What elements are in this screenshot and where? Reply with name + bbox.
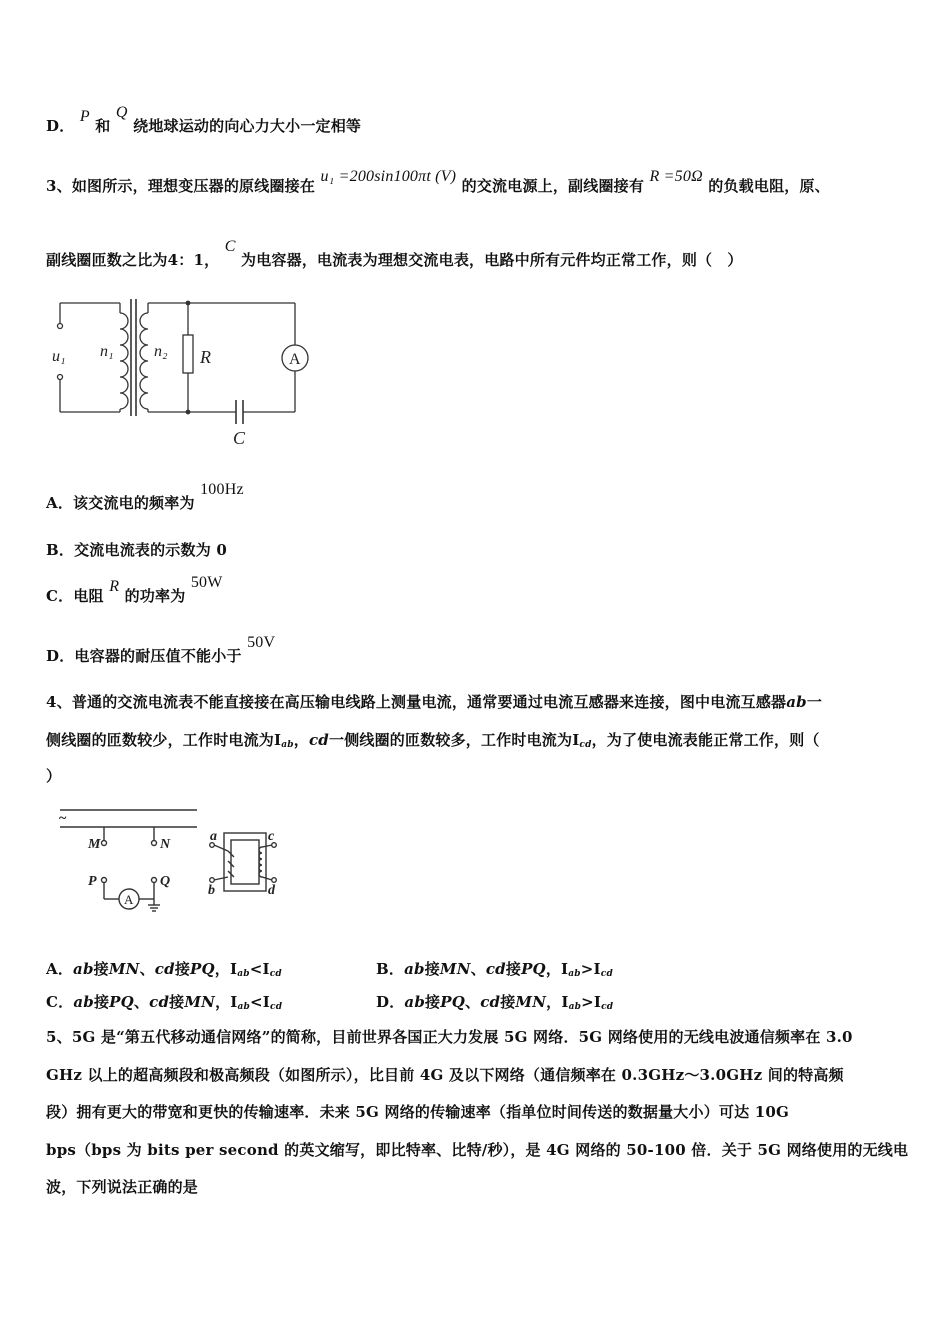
option-text: 电容器的耐压值不能小于 [74, 647, 242, 665]
q5-line-1: 5、5G 是“第五代移动通信网络”的简称，目前世界各国正大力发展 5G 网络．5G 网络使用的无线电波通信频率在 3.0 [46, 1028, 853, 1046]
option-label: D． [46, 117, 75, 135]
label-b: b [208, 883, 215, 898]
opt-join: 接 [93, 993, 110, 1011]
opt-target: MN [439, 960, 471, 978]
opt-current-sub: cd [270, 1002, 283, 1012]
q4-ab: ab [786, 693, 807, 711]
q4-text: ，为了使电流表能正常工作，则（ [591, 731, 820, 749]
opt-compare: > [581, 993, 594, 1011]
opt-sep: 、 [139, 960, 155, 978]
option-text: 绕地球运动的向心力大小一定相等 [133, 117, 362, 135]
q3-text: 3、如图所示，理想变压器的原线圈接在 [46, 177, 316, 195]
opt-current: I [229, 960, 238, 978]
opt-join: 接 [174, 960, 191, 978]
opt-sep: 、 [133, 993, 150, 1011]
q5-line-3: 段）拥有更大的带宽和更快的传输速率．未来 5G 网络的传输速率（指单位时间传送的数据量大小）可达 10G [46, 1103, 790, 1121]
opt-current-sub: cd [601, 1002, 614, 1012]
opt-first: ab [404, 960, 425, 978]
label-d: d [268, 883, 275, 898]
q4-option-c [46, 991, 614, 1012]
option-value: 50W [190, 574, 223, 591]
opt-target: MN [515, 993, 547, 1011]
option-label: B． [46, 541, 75, 559]
opt-current-sub: ab [237, 1002, 251, 1012]
q3-stem-line1 [46, 168, 830, 196]
opt-sep: ， [215, 993, 231, 1011]
symbol-p: P [79, 108, 90, 125]
option-value: 100Hz [200, 481, 244, 498]
opt-current: I [262, 993, 271, 1011]
q3-option-b [46, 539, 227, 560]
q4-stem-line1 [46, 691, 822, 712]
opt-second: cd [154, 960, 175, 978]
q4-option-b [376, 958, 613, 979]
opt-current-sub: cd [600, 969, 613, 979]
ammeter-icon: A [124, 892, 134, 907]
label-n: N [160, 837, 171, 852]
opt-first: ab [404, 993, 426, 1011]
formula-u1: u₁ =200sin100πt (V) [320, 168, 457, 185]
label-r: R [200, 347, 211, 367]
opt-current: I [561, 960, 569, 978]
symbol-q: Q [115, 104, 128, 121]
opt-current: I [230, 993, 238, 1011]
q3-transformer-circuit [50, 295, 310, 450]
opt-second: cd [485, 960, 506, 978]
q3-text: 为电容器，电流表为理想交流电表，电路中所有元件均正常工作，则（ ） [241, 251, 743, 269]
q4-text: 4、普通的交流电流表不能直接接在高压输电线路上测量电流，通常要通过电流互感器来连接，图中电流互感器 [46, 693, 787, 711]
option-text: 交流电流表的示数为 0 [74, 541, 227, 559]
ac-symbol: ~ [59, 811, 67, 826]
opt-current-sub: cd [269, 969, 282, 979]
label-a: a [210, 829, 217, 844]
label-c: C [233, 428, 246, 448]
q3-text: 的交流电源上，副线圈接有 [461, 177, 645, 195]
q3-text: 的负载电阻，原、 [708, 177, 830, 195]
option-label: C． [46, 993, 74, 1011]
label-c: c [268, 829, 275, 844]
q5-line-5: 波，下列说法正确的是 [46, 1178, 199, 1196]
opt-join: 接 [425, 993, 441, 1011]
opt-first: ab [73, 960, 94, 978]
q4-current-transformer-figure [52, 805, 292, 920]
option-label: D． [376, 993, 405, 1011]
label-u1: u₁ [52, 348, 66, 365]
q2-option-d [46, 104, 362, 136]
opt-target: MN [108, 960, 140, 978]
option-text: 该交流电的频率为 [73, 494, 195, 512]
opt-current: I [561, 993, 569, 1011]
opt-current-sub: ab [568, 1002, 582, 1012]
label-q: Q [160, 874, 171, 889]
q5-line-2: GHz 以上的超高频段和极高频段（如图所示），比目前 4G 及以下网络（通信频率在 0.3GHz～3.0GHz 间的特高频 [46, 1066, 844, 1084]
q4-current: I [274, 731, 282, 749]
q3-option-c [46, 574, 223, 606]
option-label: B． [376, 960, 405, 978]
q3-text: 副线圈匝数之比为4：1， [46, 251, 220, 269]
opt-sep: 、 [464, 993, 481, 1011]
label-p: P [88, 874, 97, 889]
opt-join: 接 [500, 993, 516, 1011]
label-n1: n₁ [100, 343, 114, 360]
opt-join: 接 [505, 960, 522, 978]
opt-second: cd [149, 993, 170, 1011]
option-text: 电阻 [73, 587, 104, 605]
opt-compare: > [580, 960, 594, 978]
q4-text: 侧线圈的匝数较少，工作时电流为 [46, 731, 275, 749]
q4-stem-line3 [46, 765, 61, 786]
opt-target: PQ [521, 960, 546, 978]
label-n2: n₂ [154, 343, 168, 360]
q3-stem-line2 [46, 238, 743, 270]
q4-cd: cd [308, 731, 329, 749]
symbol-c: C [224, 238, 236, 255]
option-value: 50V [247, 634, 276, 651]
opt-join: 接 [169, 993, 185, 1011]
label-m: M [88, 837, 101, 852]
opt-target: PQ [190, 960, 215, 978]
conjunction: 和 [95, 117, 111, 135]
opt-current-sub: ab [568, 969, 581, 979]
q3-option-a [46, 481, 244, 513]
opt-sep: 、 [470, 960, 486, 978]
option-label: A． [46, 494, 74, 512]
q4-stem-line2 [46, 729, 820, 750]
q4-option-a [46, 958, 613, 979]
opt-current: I [262, 960, 270, 978]
q4-text: 一 [806, 693, 823, 711]
ammeter-icon: A [289, 351, 301, 368]
opt-sep: ， [214, 960, 230, 978]
symbol-r: R [109, 578, 120, 595]
opt-current: I [593, 993, 602, 1011]
opt-sep: ， [545, 960, 562, 978]
q4-current-sub: ab [281, 740, 294, 750]
opt-target: PQ [109, 993, 134, 1011]
opt-second: cd [480, 993, 501, 1011]
formula-r: R =50Ω [649, 168, 703, 185]
opt-compare: < [250, 993, 263, 1011]
opt-sep: ， [546, 993, 562, 1011]
option-label: A． [46, 960, 74, 978]
opt-current: I [593, 960, 601, 978]
opt-first: ab [73, 993, 94, 1011]
opt-target: PQ [440, 993, 465, 1011]
q4-option-d [376, 991, 613, 1012]
q4-text: 一侧线圈的匝数较多，工作时电流为 [329, 731, 573, 749]
opt-target: MN [184, 993, 216, 1011]
option-label: D． [46, 647, 75, 665]
q4-text: ， [293, 731, 309, 749]
option-text: 的功率为 [124, 587, 186, 605]
opt-join: 接 [424, 960, 440, 978]
option-label: C． [46, 587, 74, 605]
opt-join: 接 [93, 960, 109, 978]
opt-compare: < [249, 960, 263, 978]
q4-current-sub: cd [579, 740, 592, 750]
q4-current: I [572, 731, 580, 749]
q5-line-4: bps（bps 为 bits per second 的英文缩写，即比特率、比特/秒），是 4G 网络的 50-100 倍．关于 5G 网络使用的无线电 [46, 1141, 909, 1159]
opt-current-sub: ab [237, 969, 250, 979]
q3-option-d [46, 634, 276, 666]
q4-text: ） [46, 767, 62, 785]
